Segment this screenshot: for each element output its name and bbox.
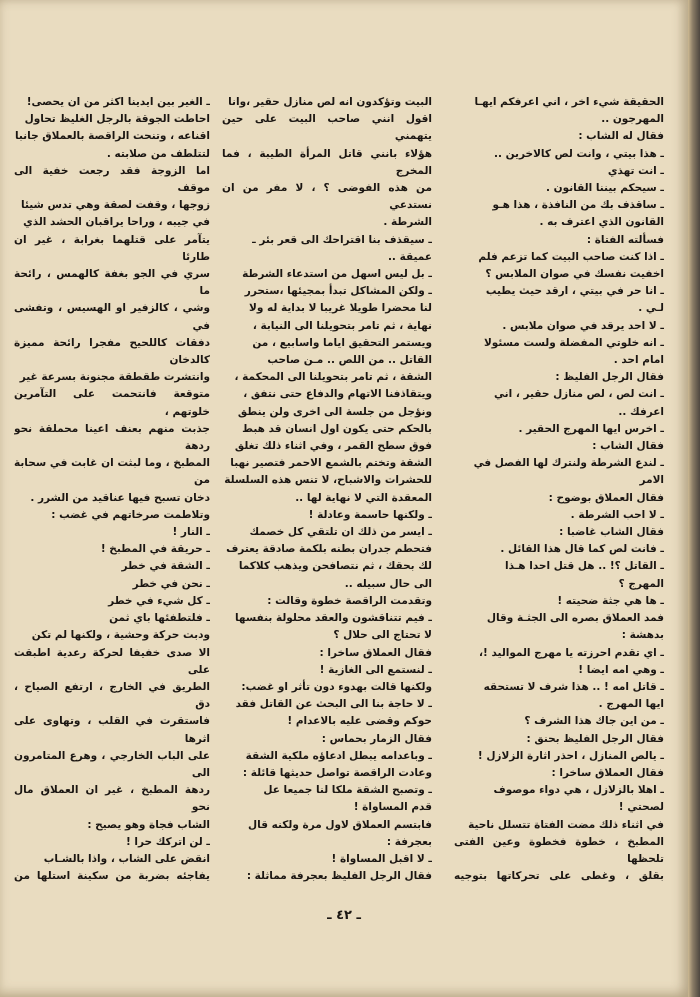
- text-line: ـ القاتل ؟! .. هل قتل احدا هـذا: [505, 560, 664, 573]
- text-line: الحقيقة شيء اخر ، اني اعرفكم ايهـا: [474, 96, 664, 108]
- text-line: القانون الذي اعترف به .: [539, 216, 664, 229]
- text-line: ـ لا احد يرقد في صوان ملابس .: [502, 319, 664, 332]
- text-line: المهرج ؟: [618, 577, 664, 590]
- text-line: فاستقرت في القلب ، وتهاوى على اثرها: [14, 715, 210, 745]
- text-line: لـي .: [638, 302, 664, 315]
- text-line: فقال الرجل الفليظ بحنق :: [526, 732, 664, 745]
- text-line: اعرفك ..: [618, 405, 664, 418]
- text-column-left: [14, 94, 210, 884]
- text-line: فسألته الفتاة :: [586, 233, 664, 246]
- text-line: ـ لندع الشرطة ولنترك لها الفصل في: [473, 457, 664, 470]
- text-line: لك بحقك ، ثم نتصافحن ويذهب كلاكما: [238, 560, 432, 573]
- text-line: ـ بل ليس اسهل من استدعاء الشرطة: [242, 268, 432, 281]
- text-line: فقال الشاب غاضبا :: [559, 526, 664, 539]
- text-line: ـ هذا بيتي ، وانت لص كالاخرين ..: [493, 147, 664, 160]
- text-line: سري في الجو بغفة كالهمس ، رائحة ما: [14, 268, 210, 298]
- text-line: فقال له الشاب :: [578, 130, 664, 143]
- text-line: فقال الزمار بحماس :: [321, 732, 432, 745]
- text-line: جذبت منهم بعنف اعينا محملقة نحو ردهة: [14, 422, 210, 453]
- text-line: من هذه الفوضى ؟ ، لا مفر من ان نستدعي: [222, 182, 432, 212]
- text-line: فوق سطح القمر ، وفي اثناء ذلك تغلق: [234, 440, 432, 453]
- text-line: دفقات كاللحيح مفجرا رائحة مميزة كالدخان: [14, 336, 210, 367]
- text-line: لنا محضرا طويلا غريبا لا بداية له ولا: [249, 302, 432, 315]
- text-line: ـ اي تقدم احرزته يا مهرج المواليد !،: [479, 646, 664, 659]
- text-line: فتحطم جدران بطنه بلكمة صادقة يعترف: [226, 543, 432, 556]
- text-line: للحشرات والاشباح، لا تنس هذه السلسلة: [224, 474, 432, 487]
- text-line: ودبت حركة وحشية ، ولكنها لم تكن: [31, 629, 210, 642]
- text-line: ـ ساقذف بك من النافذة ، هذا هـو: [492, 199, 664, 212]
- text-column-right: [454, 94, 664, 884]
- text-line: في جيبه ، وراحا يراقبان الحشد الذي: [23, 216, 210, 229]
- text-line: ـ لن اتركك حرا !: [125, 835, 210, 848]
- text-line: فابتسم العملاق لاول مرة ولكنه قال: [248, 818, 432, 831]
- text-line: ـ اذا كنت صاحب البيت كما تزعم فلم: [478, 250, 664, 263]
- text-line: بقلق ، وغطى على تحركاتها بتوجيه: [454, 870, 664, 883]
- page-number: ـ ٤٢ ـ: [327, 908, 361, 923]
- text-line: بعجرفة :: [386, 835, 432, 848]
- text-line: ـ حريقة في المطبخ !: [100, 543, 210, 556]
- text-line: نهاية ، ثم تامر بتحويلنا الى النيابة ،: [252, 319, 432, 332]
- text-line: انقض على الشاب ، واذا بالشـاب: [43, 852, 210, 865]
- text-line: ـ لا احب الشرطة .: [570, 508, 664, 521]
- text-line: فقال الشاب :: [592, 440, 664, 453]
- text-line: الطريق في الخارج ، ارتفع الصياح ، دق: [14, 680, 210, 711]
- text-line: ويستمر التحقيق اياما واسابيع ، من: [252, 336, 432, 349]
- text-line: المهرجون ..: [601, 113, 664, 126]
- text-line: عميقة ..: [387, 250, 432, 263]
- text-line: ويتقاذفنا الاتهام والدفاع حتى نتفق ،: [243, 388, 432, 401]
- text-line: الشقة ، ثم تامر بتحويلنا الى المحكمة ،: [234, 371, 432, 384]
- text-line: ـ قاتل امه ! .. هذا شرف لا تستحقه: [483, 680, 664, 693]
- text-line: ـ وباعدامه يبطل ادعاؤه ملكية الشقة: [245, 749, 432, 762]
- text-line: المعقدة التي لا نهاية لها ..: [295, 491, 432, 504]
- text-line: ـ الغير بين ايدينا اكثر من ان يحصى!: [26, 96, 210, 108]
- text-line: لتتلطف من صلابته .: [106, 147, 210, 160]
- text-line: الامر: [639, 474, 664, 487]
- text-line: القاتل .. من اللص .. مـن صاحب: [267, 354, 432, 367]
- text-line: في اثناء ذلك مضت الفتاة تتسلل ناحية: [468, 818, 664, 831]
- text-line: ردهة المطبخ ، غير ان العملاق مال نحو: [14, 784, 210, 814]
- text-line: وعادت الراقصة تواصل حديثها قائلة :: [242, 766, 432, 779]
- text-line: ـ انا حر في بيتي ، ارقد حيث يطيب: [485, 285, 664, 298]
- text-line: فقال العملاق بوضوح :: [548, 491, 664, 504]
- text-line: لصحتي !: [618, 801, 664, 814]
- text-line: ـ فلتطفئها باي ثمن: [109, 612, 210, 625]
- text-line: اما الزوجة فقد رجعت خفية الى موقف: [14, 164, 210, 195]
- text-line: ونؤجل من جلسة الى اخرى ولن ينطق: [237, 405, 432, 418]
- text-line: وانتشرت طقطقة مجنونة بسرعة غير: [19, 371, 210, 384]
- text-column-middle: [222, 94, 432, 884]
- text-line: ـ ولكن المشاكل تبدأ بمجيئها ،ستحرر: [244, 285, 432, 298]
- text-line: ـ فانت لص كما قال هذا القائل .: [500, 543, 664, 556]
- text-line: اخفيت نفسك في صوان الملابس ؟: [485, 268, 664, 281]
- text-line: ـ لا اقبل المساواة !: [331, 852, 432, 865]
- text-line: حوكم وقضى عليه بالاعدام !: [287, 715, 432, 728]
- text-line: ـ ها هي جثة ضحيته !: [557, 594, 664, 607]
- text-line: الا صدى خفيفا لحركة رعدية اطبقت على: [14, 646, 210, 676]
- text-line: ـ النار !: [172, 526, 210, 539]
- text-line: احاطت الجوقة بالرجل الغليظ تحاول: [24, 113, 210, 126]
- text-line: ـ وهي امه ايضا !: [578, 663, 664, 676]
- text-line: وتلاطمت صرخاتهم في غضب :: [51, 508, 210, 521]
- text-line: لا تحتاج الى حلال ؟: [333, 629, 432, 642]
- text-line: يفاجئه بضربة من سكينة استلها من: [14, 870, 210, 883]
- text-line: ـ انت لص ، لص منازل حقير ، اني: [494, 388, 664, 401]
- text-line: وتقدمت الراقصة خطوة وقالت :: [267, 594, 432, 607]
- text-line: ايها المهرج .: [598, 698, 664, 711]
- text-line: ـ نحن في خطر: [132, 577, 210, 590]
- text-line: ـ انت تهذي: [607, 164, 664, 177]
- text-line: ـ من اين جاك هذا الشرف ؟: [524, 715, 664, 728]
- text-line: ـ يالص المنازل ، احذر اثارة الزلازل !: [477, 749, 664, 762]
- text-line: ـ اخرس ايها المهرج الحقير .: [518, 422, 664, 435]
- text-line: امام احد .: [613, 354, 664, 367]
- text-line: ـ وتصبح الشقة ملكا لنا جميعا عل: [263, 784, 432, 797]
- text-line: ـ سيحكم بيننا القانون .: [546, 182, 664, 195]
- text-line: وشي ، كالزفير او الهسيس ، وتفشى في: [14, 302, 210, 332]
- text-line: اقول انني صاحب البيت على حين يتهمني: [222, 113, 432, 143]
- text-line: اقناعه ، وتنحت الراقصة بالعملاق جانبا: [14, 130, 210, 143]
- text-line: زوجها ، وقفت لصقة وهي تدس شيئا: [21, 199, 210, 212]
- text-line: فقال العملاق ساخرا :: [319, 646, 432, 659]
- text-line: الشقة وتختم بالشمع الاحمر فتصير نهبا: [230, 457, 432, 470]
- text-line: ـ لا حاجة بنا الى البحث عن القاتل فقد: [235, 698, 432, 711]
- text-line: متوقعة فانتحمت على التآمرين خلوتهم ،: [14, 388, 210, 418]
- text-line: فقال الرجل الفليظ :: [555, 371, 664, 384]
- text-line: بالحكم حتى يكون اول انسان قد هبط: [242, 422, 432, 435]
- text-line: الشرطة .: [383, 216, 432, 229]
- text-line: فمد العملاق بصره الى الجثـة وقال: [486, 612, 664, 625]
- text-line: ـ سيقذف بنا اقتراحك الى قعر بئر ـ: [252, 233, 432, 246]
- text-line: قدم المساواة !: [353, 801, 432, 814]
- text-line: الى حال سبيله ..: [344, 577, 432, 590]
- text-line: دخان تسبح فيها عناقيد من الشرر .: [30, 491, 210, 504]
- text-line: ولكنها قالت بهدوء دون تأثر او غضب:: [241, 680, 432, 693]
- text-line: يتآمر على قتلهما بغرابة ، غير ان طارئا: [14, 233, 210, 263]
- text-line: هؤلاء بانني قاتل المرأة الطيبة ، فما المخرج: [222, 147, 432, 177]
- text-line: الشاب فجاة وهو يصيح :: [87, 818, 210, 831]
- text-line: ـ ولكنها حاسمة وعادلة !: [308, 508, 432, 521]
- text-line: فقال العملاق ساخرا :: [551, 766, 664, 779]
- page-edge-shadow: [688, 0, 700, 997]
- text-line: على الباب الخارجي ، وهرع المتامرون الى: [14, 749, 210, 779]
- text-line: ـ انه خلوتي المفضلة ولست مسئولا: [483, 336, 664, 349]
- text-line: المطبخ ، وما لبثت ان غابت في سحابة من: [14, 457, 210, 487]
- text-line: فقال الرجل الفليظ بعجرفة مماثلة :: [246, 870, 432, 883]
- text-line: البيت وتؤكدون انه لص منازل حقير ،وانا: [228, 96, 432, 108]
- text-line: ـ الشقة في خطر: [121, 560, 210, 573]
- text-line: بدهشة :: [621, 629, 664, 642]
- text-line: ـ فيم تتناقشون والعقد محلولة بنفسها: [234, 612, 432, 625]
- text-line: ـ اهلا بالزلازل ، هي دواء موصوف: [493, 784, 664, 797]
- text-line: ـ لنستمع الى الغازية !: [319, 663, 432, 676]
- text-line: ـ كل شيء في خطر: [108, 594, 210, 607]
- text-line: ـ ايسر من ذلك ان تلتقي كل خصمك: [249, 526, 432, 539]
- text-line: المطبخ ، خطوة فخطوة وعين الفتى تلحظها: [454, 835, 664, 865]
